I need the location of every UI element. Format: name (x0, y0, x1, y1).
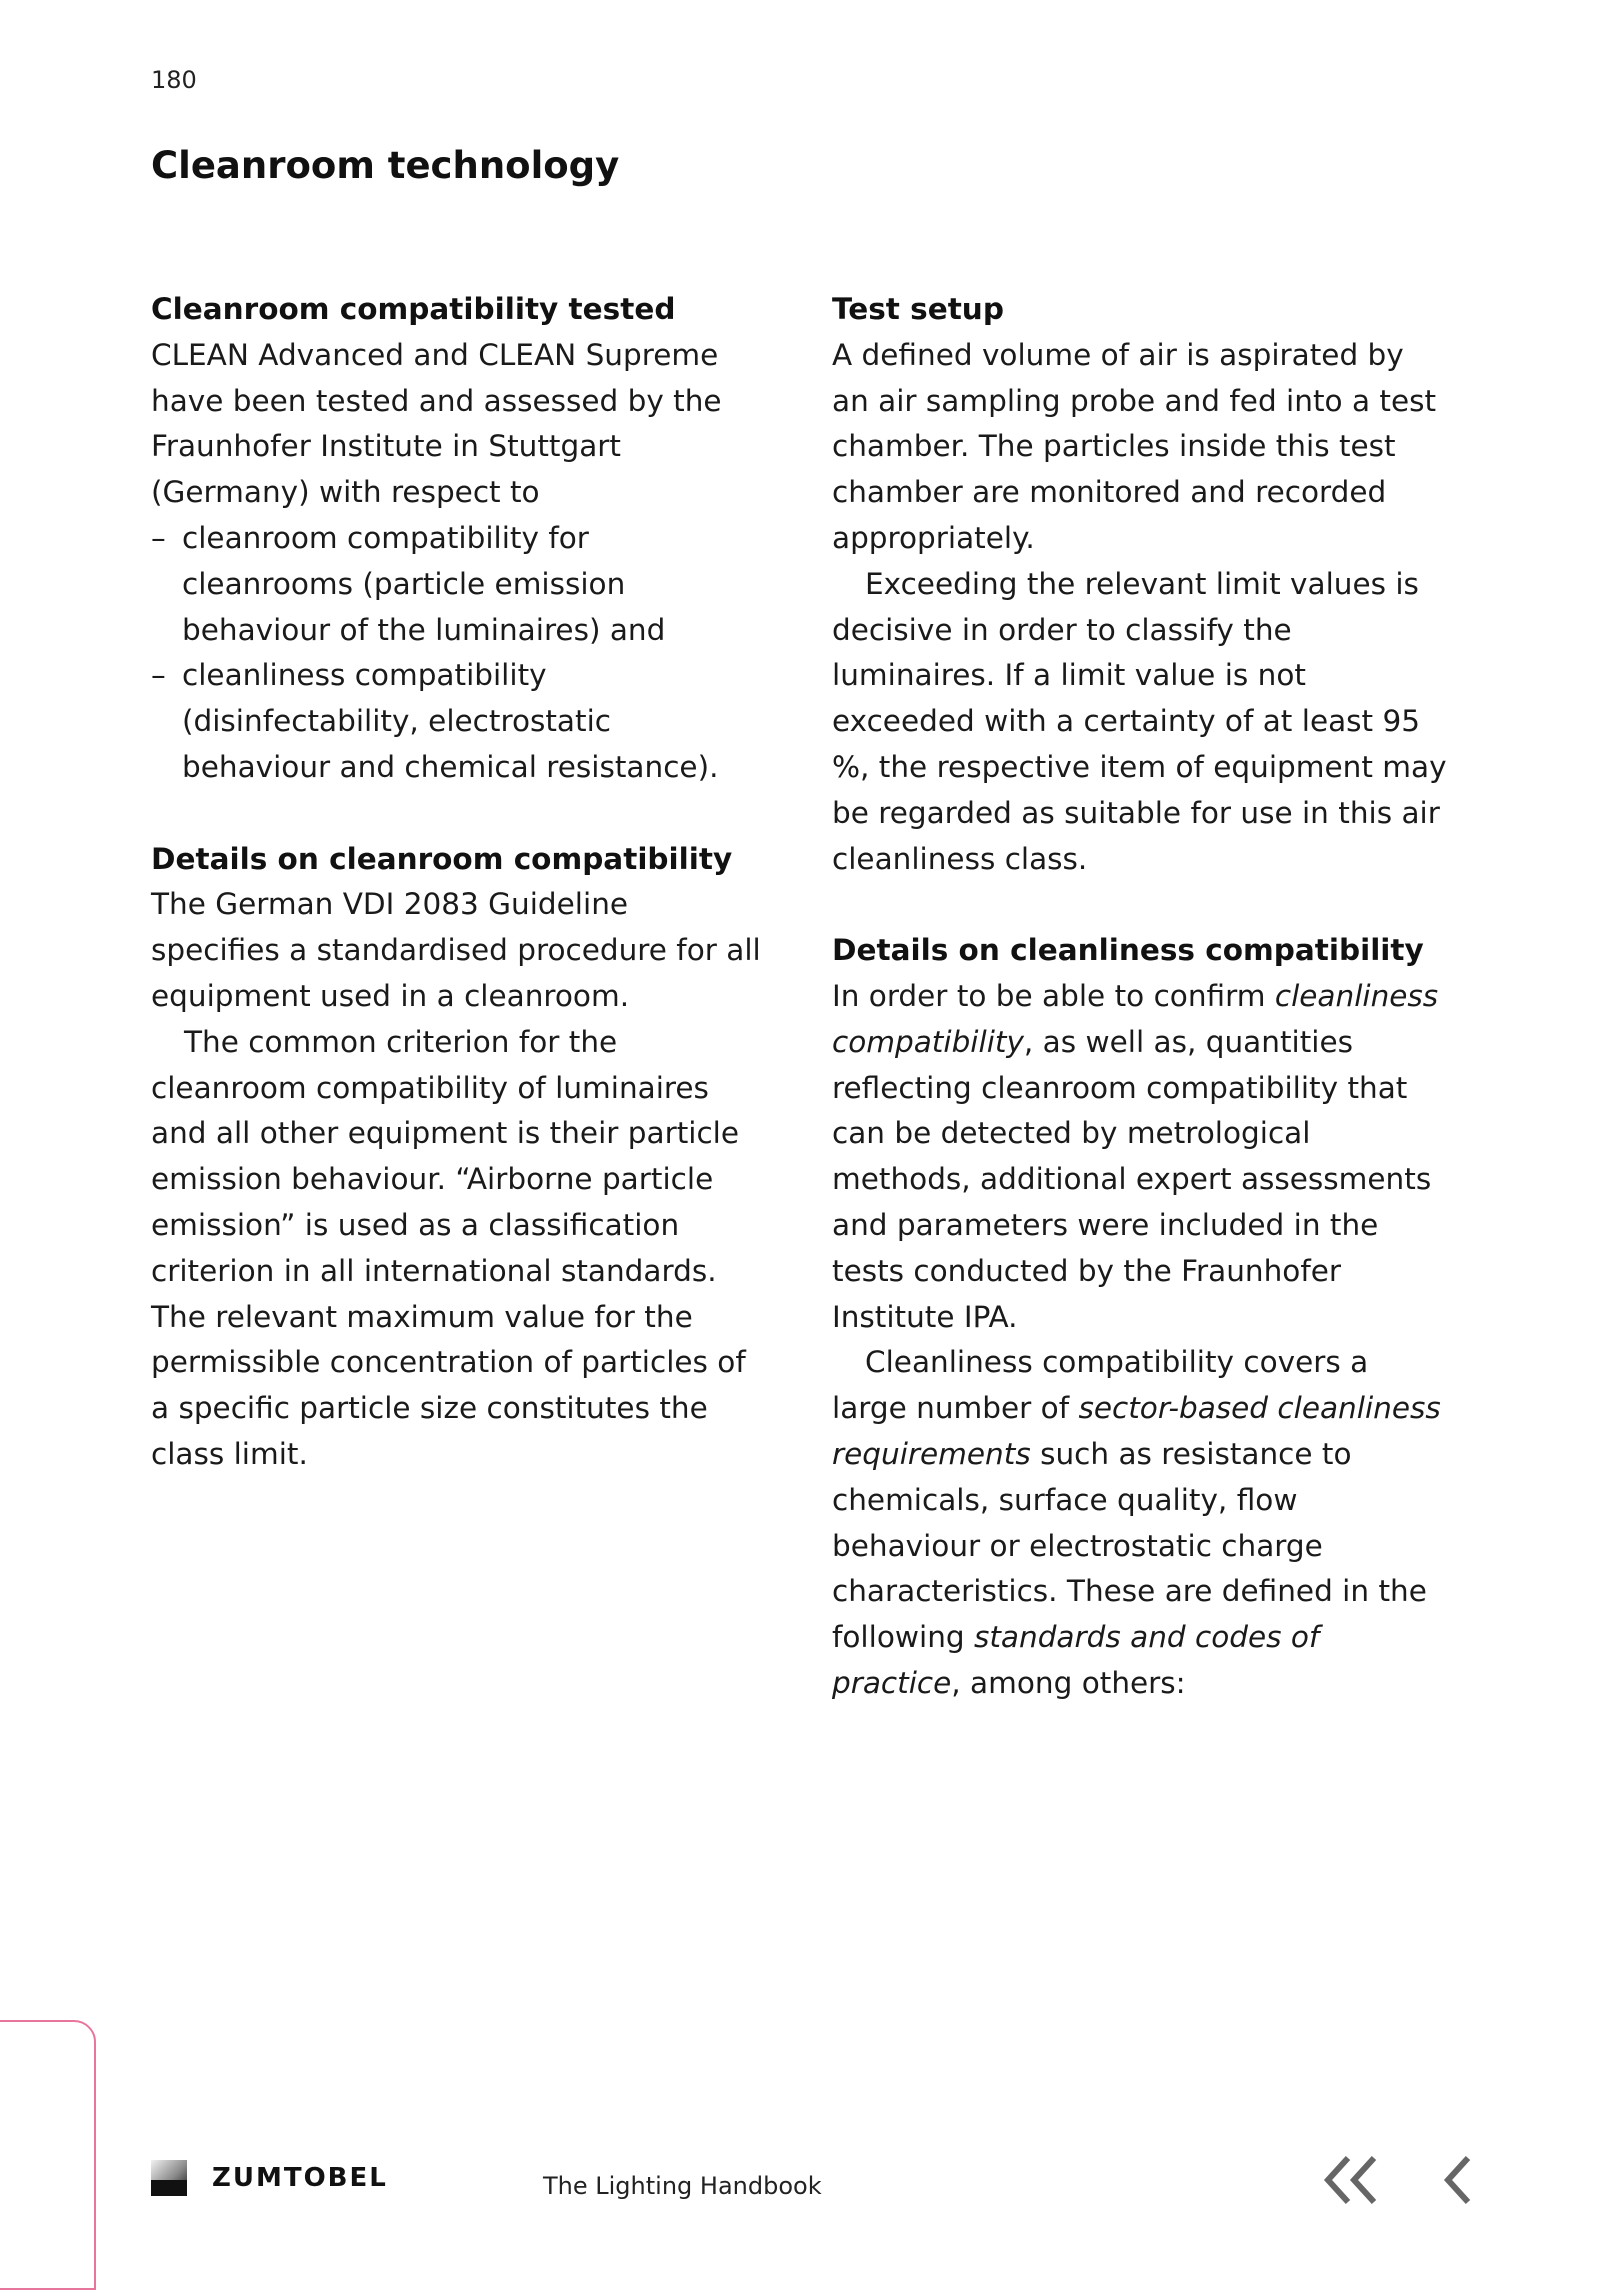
emphasis-text: standards and codes of practice (832, 1620, 1320, 1700)
paragraph (832, 1340, 1447, 1706)
text-run: Cleanliness compatibility covers a large number of (832, 1345, 1369, 1426)
dash-list (151, 516, 766, 791)
section-heading: Details on cleanliness compatibility (832, 933, 1424, 968)
section-heading: Cleanroom compatibility tested (151, 292, 676, 326)
book-title: The Lighting Handbook (543, 2172, 822, 2200)
side-tab-outline (0, 2020, 96, 2290)
logo-mark-icon (151, 2160, 187, 2196)
emphasis-text: sector-based cleanliness requirements (832, 1391, 1441, 1471)
page-title: Cleanroom technology (151, 144, 620, 187)
section-test-setup (832, 287, 1447, 882)
list-item: – cleanroom compatibility for cleanrooms (particle emission behaviour of the luminaires) and (151, 516, 766, 653)
first-page-button[interactable] (1318, 2150, 1382, 2210)
page-number: 180 (151, 66, 197, 94)
paragraph: A defined volume of air is aspirated by an air sampling probe and fed into a test chamber. The particles inside this test chamber are monitored and recorded appropriately. (832, 337, 1437, 555)
zumtobel-logo (151, 2158, 388, 2198)
section-cleanroom-details (151, 837, 766, 1478)
left-column (151, 287, 766, 1524)
text-run: , as well as, quantities reflecting cleanroom compatibility that can be detected by metrological methods, additional expert assessments and parameters were included in the tests conducted by the Fraunhofer Institute IPA. (832, 1024, 1432, 1334)
paragraph: The German VDI 2083 Guideline specifies a standardised procedure for all equipment used in a cleanroom. (151, 887, 761, 1013)
brand-name: ZUMTOBEL (212, 2163, 388, 2193)
section-compatibility-tested (151, 287, 766, 791)
text-run: such as resistance to chemicals, surface quality, flow behaviour or electrostatic charge characteristics. These are defined in the following (832, 1436, 1427, 1655)
section-cleanliness-details (832, 928, 1447, 1707)
list-item: – cleanliness compatibility (disinfectability, electrostatic behaviour and chemical resistance). (151, 653, 766, 790)
paragraph: The common criterion for the cleanroom compatibility of luminaires and all other equipment is their particle emission behaviour. “Airborne particle emission” is used as a classification criterion in all international standards. The relevant maximum value for the permissible concentration of particles of a specific particle size constitutes the class limit. (151, 1024, 746, 1471)
paragraph: Exceeding the relevant limit values is decisive in order to classify the luminaires. If a limit value is not exceeded with a certainty of at least 95 %, the respective item of equipment may be regarded as suitable for use in this air cleanliness class. (832, 566, 1447, 876)
chevron-left-icon (1438, 2150, 1478, 2210)
section-heading: Details on cleanroom compatibility (151, 841, 733, 876)
text-run: In order to be able to confirm (832, 978, 1275, 1013)
emphasis-text: cleanliness compatibility (832, 978, 1439, 1059)
section-heading: Test setup (832, 292, 1004, 326)
text-run: , among others: (951, 1665, 1186, 1700)
previous-page-button[interactable] (1438, 2150, 1478, 2210)
right-column (832, 287, 1447, 1753)
double-chevron-left-icon (1318, 2150, 1382, 2210)
paragraph (832, 974, 1447, 1340)
section-intro: CLEAN Advanced and CLEAN Supreme have been tested and assessed by the Fraunhofer Institute in Stuttgart (Germany) with respect to (151, 337, 722, 510)
